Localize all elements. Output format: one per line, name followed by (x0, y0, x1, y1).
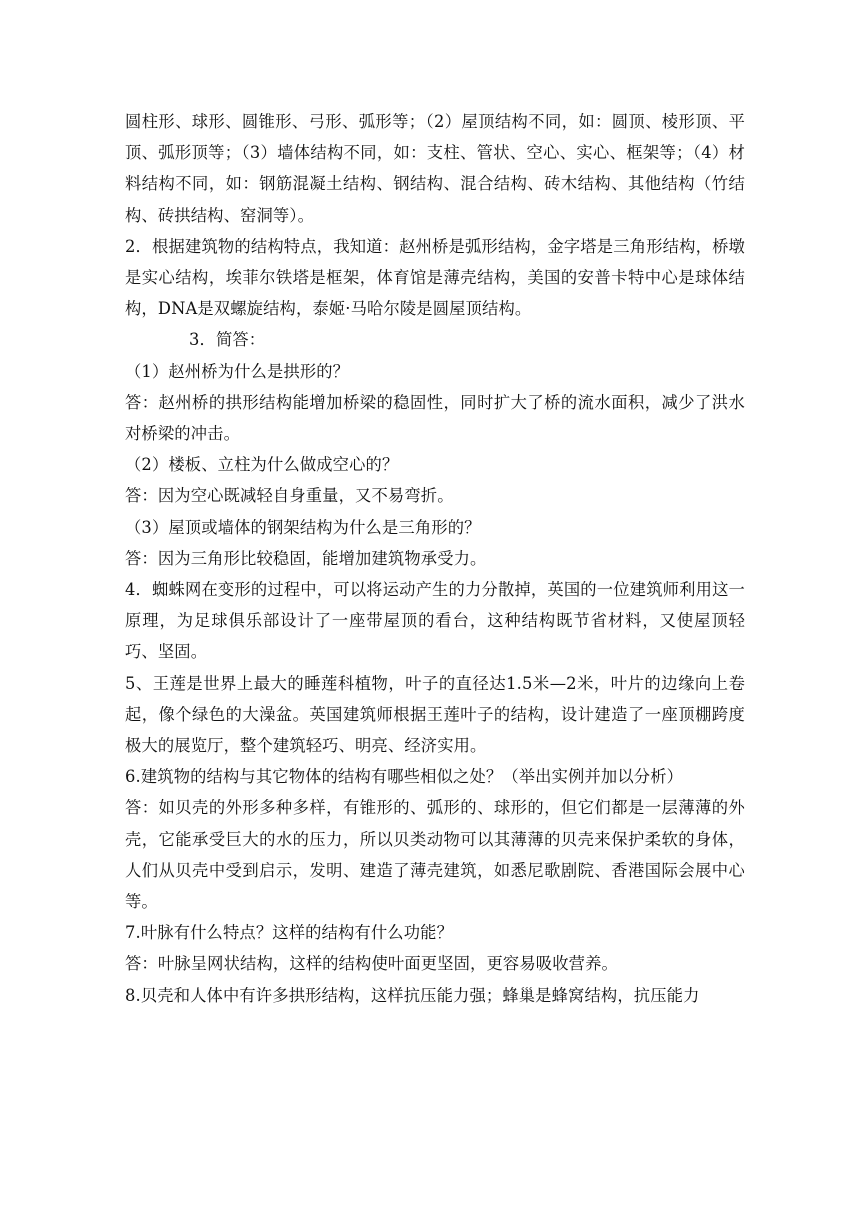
answer-1: 答：赵州桥的拱形结构能增加桥梁的稳固性，同时扩大了桥的流水面积，减少了洪水对桥梁的冲击。 (125, 392, 745, 444)
paragraph-item-6-answer: 答：如贝壳的外形多种多样，有锥形的、弧形的、球形的，但它们都是一层薄薄的外壳，它能承受巨大的水的压力，所以贝类动物可以其薄薄的贝壳来保护柔软的身体，人们从贝壳中受到启示，发明、建造了薄壳建筑，如悉尼歌剧院、香港国际会展中心等。 (125, 798, 745, 912)
paragraph-item-3-heading: 3．简答： (189, 330, 266, 350)
paragraph-item-7-question: 7.叶脉有什么特点？这样的结构有什么功能？ (125, 923, 454, 943)
question-1: （1）赵州桥为什么是拱形的？ (125, 361, 350, 381)
document-body (125, 106, 745, 1011)
paragraph-item-7-answer: 答：叶脉呈网状结构，这样的结构使叶面更坚固，更容易吸收营养。 (125, 954, 618, 974)
paragraph-item-2: 2．根据建筑物的结构特点，我知道：赵州桥是弧形结构，金字塔是三角形结构，桥墩是实心结构，埃菲尔铁塔是框架，体育馆是薄壳结构，美国的安普卡特中心是球体结构，DNA是双螺旋结构，泰姬·马哈尔陵是圆屋顶结构。 (125, 236, 745, 319)
paragraph-item-5: 5、王莲是世界上最大的睡莲科植物，叶子的直径达1.5米—2米，叶片的边缘向上卷起，像个绿色的大澡盆。英国建筑师根据王莲叶子的结构，设计建造了一座顶棚跨度极大的展览厅，整个建筑轻巧、明亮、经济实用。 (125, 673, 745, 756)
question-3: （3）屋顶或墙体的钢架结构为什么是三角形的？ (125, 517, 481, 537)
answer-2: 答：因为空心既减轻自身重量，又不易弯折。 (125, 486, 454, 506)
question-2: （2）楼板、立柱为什么做成空心的？ (125, 455, 399, 475)
answer-3: 答：因为三角形比较稳固，能增加建筑物承受力。 (125, 548, 487, 568)
paragraph-structure-types: 圆柱形、球形、圆锥形、弓形、弧形等；（2）屋顶结构不同，如：圆顶、棱形顶、平顶、弧形顶等；（3）墙体结构不同，如：支柱、管状、空心、实心、框架等；（4）材料结构不同，如：钢筋混凝土结构、钢结构、混合结构、砖木结构、其他结构（竹结构、砖拱结构、窑洞等）。 (125, 112, 745, 225)
paragraph-item-6-question: 6.建筑物的结构与其它物体的结构有哪些相似之处？（举出实例并加以分析） (125, 767, 684, 787)
paragraph-item-8: 8.贝壳和人体中有许多拱形结构，这样抗压能力强；蜂巢是蜂窝结构，抗压能力 (125, 985, 700, 1005)
paragraph-item-4: 4．蜘蛛网在变形的过程中，可以将运动产生的力分散掉，英国的一位建筑师利用这一原理，为足球俱乐部设计了一座带屋顶的看台，这种结构既节省材料，又使屋顶轻巧、坚固。 (125, 580, 745, 662)
